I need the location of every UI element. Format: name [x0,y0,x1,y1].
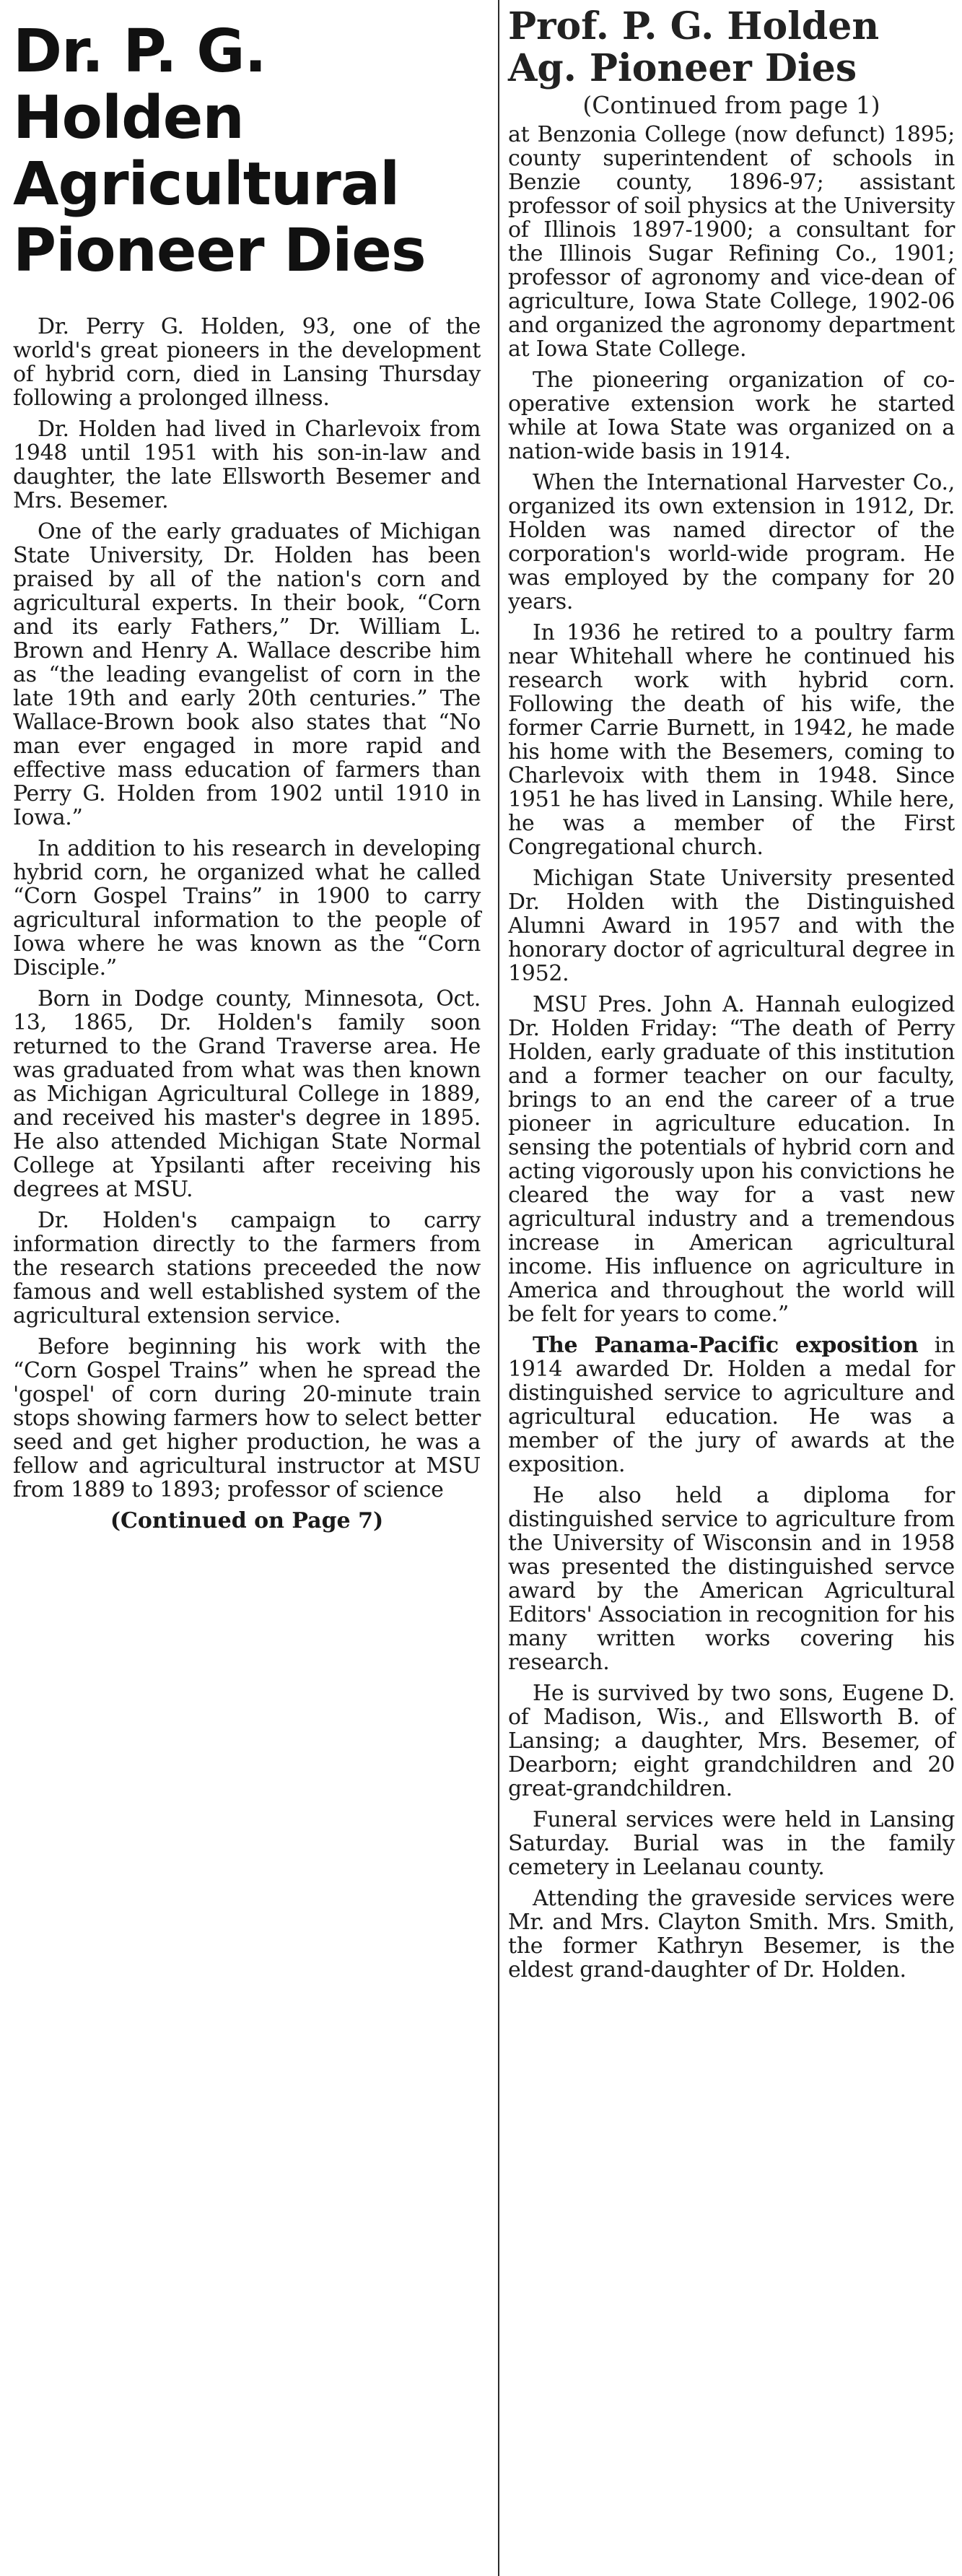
continued-from-line: (Continued from page 1) [582,91,880,119]
article-paragraph: Dr. Perry G. Holden, 93, one of the world's great pioneers in the development of hybrid corn, died in Lansing Thursday following a prolonged illness. [13,314,481,411]
jump-headline: Prof. P. G. Holden Ag. Pioneer Dies [508,4,880,90]
article-paragraph: In 1936 he retired to a poultry farm near Whitehall where he continued his research work with hybrid corn. Following the death of his wife, the former Carrie Burnett, in 1942, he made his home with the Besemers, coming to Charlevoix with them in 1948. Since 1951 he has lived in Lansing. While here, he was a member of the First Congregational church. [508,620,955,860]
article-paragraph: MSU Pres. John A. Hannah eulogized Dr. Holden Friday: “The death of Perry Holden, early graduate of this institution and a former teacher on our faculty, brings to an end the career of a true pioneer in agriculture education. In sensing the potentials of hybrid corn and acting vigorously upon his convictions he cleared the way for a vast new agricultural industry and a tremendous increase in American agricultural income. His influence on agriculture in America and throughout the world will be felt for years to come.” [508,992,955,1327]
article-paragraph: Before beginning his work with the “Corn Gospel Trains” when he spread the 'gospel' of corn during 20-minute train stops showing farmers how to select better seed and get higher production, he was a fellow and agricultural instructor at MSU from 1889 to 1893; professor of science [13,1334,481,1502]
paragraph-lead-in: The Panama-Pacific exposition [533,1333,919,1358]
right-article-body [508,123,955,1982]
article-paragraph: The Panama-Pacific exposition in 1914 awarded Dr. Holden a medal for distinguished service to agriculture and agricultural education. He was a member of the jury of awards at the exposition. [508,1333,955,1477]
article-paragraph: He also held a diploma for distinguished service to agriculture from the University of Wisconsin and in 1958 was presented the distinguished servce award by the American Agricultural Editors' Association in recognition for his many written works covering his research. [508,1483,955,1675]
article-paragraph: Dr. Holden's campaign to carry information directly to the farmers from the research stations preceeded the now famous and well established system of the agricultural extension service. [13,1208,481,1328]
article-paragraph: When the International Harvester Co., organized its own extension in 1912, Dr. Holden was named director of the corporation's world-wide program. He was employed by the company for 20 years. [508,470,955,614]
left-column [0,0,497,1533]
page-1-headline: Dr. P. G. Holden Agricultural Pioneer Dies [13,17,426,285]
article-paragraph: In addition to his research in developing hybrid corn, he organized what he called “Corn Gospel Trains” in 1900 to carry agricultural information to the people of Iowa where he was known as the “Corn Disciple.” [13,836,481,980]
article-paragraph: The pioneering organization of co-operative extension work he started while at Iowa State was organized on a nation-wide basis in 1914. [508,367,955,464]
left-article-body [13,315,481,1533]
article-paragraph: Funeral services were held in Lansing Saturday. Burial was in the family cemetery in Leelanau county. [508,1807,955,1880]
article-paragraph: Attending the graveside services were Mr. and Mrs. Clayton Smith. Mrs. Smith, the former Kathryn Besemer, is the eldest grand-daughter of Dr. Holden. [508,1886,955,1983]
article-paragraph: Born in Dodge county, Minnesota, Oct. 13, 1865, Dr. Holden's family soon returned to the Grand Traverse area. He was graduated from what was then known as Michigan Agricultural College in 1889, and received his master's degree in 1895. He also attended Michigan State Normal College at Ypsilanti after receiving his degrees at MSU. [13,986,481,1202]
continued-on-line: (Continued on Page 7) [110,1508,384,1533]
article-paragraph: He is survived by two sons, Eugene D. of Madison, Wis., and Ellsworth B. of Lansing; a daughter, Mrs. Besemer, of Dearborn; eight grandchildren and 20 great-grandchildren. [508,1681,955,1801]
article-paragraph: Dr. Holden had lived in Charlevoix from 1948 until 1951 with his son-in-law and daughter, the late Ellsworth Besemer and Mrs. Besemer. [13,417,481,513]
article-paragraph: at Benzonia College (now defunct) 1895; county superintendent of schools in Benzie county, 1896-97; assistant professor of soil physics at the University of Illinois 1897-1900; a consultant for the Illinois Sugar Refining Co., 1901; professor of agronomy and vice-dean of agriculture, Iowa State College, 1902-06 and organized the agronomy department at Iowa State College. [508,122,955,362]
article-paragraph: Michigan State University presented Dr. Holden with the Distinguished Alumni Award in 1957 and with the honorary doctor of agricultural degree in 1952. [508,866,955,986]
article-paragraph: One of the early graduates of Michigan State University, Dr. Holden has been praised by all of the nation's corn and agricultural experts. In their book, “Corn and its early Fathers,” Dr. William L. Brown and Henry A. Wallace describe him as “the leading evangelist of corn in the late 19th and early 20th centuries.” The Wallace-Brown book also states that “No man ever engaged in more rapid and effective mass education of farmers than Perry G. Holden from 1902 until 1910 in Iowa.” [13,519,481,830]
column-rule [498,0,499,2576]
right-column [502,0,962,1989]
